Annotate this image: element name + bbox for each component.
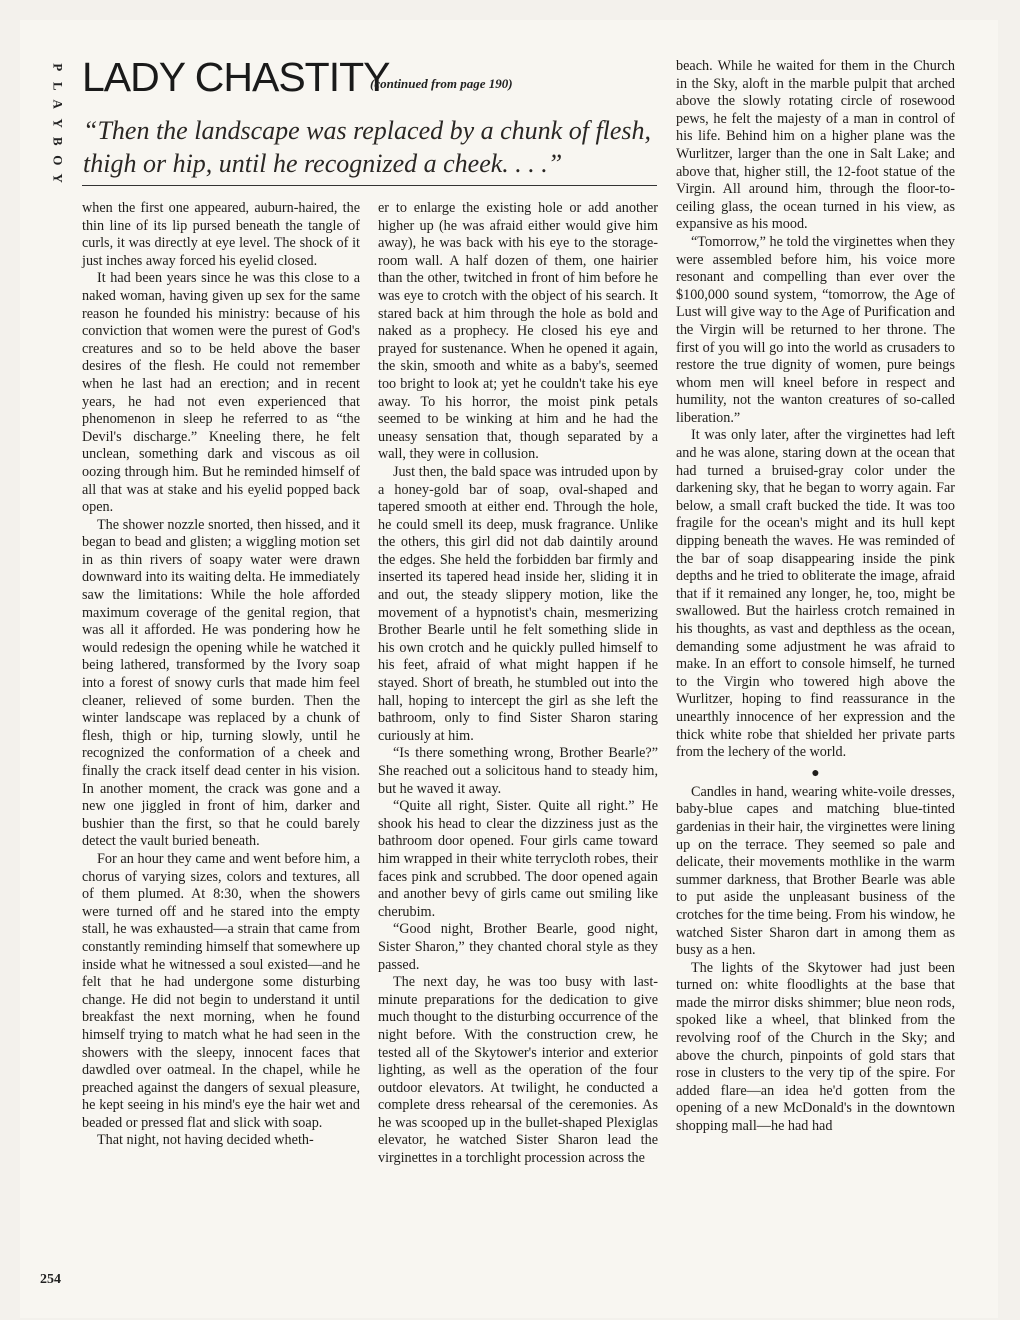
paragraph: er to enlarge the existing hole or add another higher up (he was afraid either would give him away), he was back with his eye to the storage-room wall. A half dozen of them, one hairier than the other, twitched in front of him before he was eye to crotch with the object of his search. It stared back at him through the hole as bold and naked as a prophecy. He closed his eye and prayed for sustenance. When he opened it again, the skin, smooth and white as a baby's, seemed too bright to look at; yet he couldn't take his eye away. To his horror, the moist pink petals seemed to be winking at him and he had the uneasy sensation that, though separated by a wall, they were in collusion.: [378, 200, 658, 463]
text-column-2: [378, 200, 658, 1168]
paragraph: “Good night, Brother Bearle, good night, Sister Sharon,” they chanted choral style as they passed.: [378, 921, 658, 973]
paragraph: Candles in hand, wearing white-voile dresses, baby-blue capes and matching blue-tinted gardenias in their hair, the virginettes were lining up on the terrace. They seemed so pale and delicate, their movements mothlike in the warm summer darkness, that Brother Bearle was able to put aside the unpleasant business of the crotches for the time being. From his window, he watched Sister Sharon dart in among them as busy as a hen.: [676, 783, 955, 959]
paragraph: The next day, he was too busy with last-minute preparations for the dedication to give much thought to the disturbing occurrence of the night before. With the construction crew, he tested all of the Skytower's interior and exterior lighting, as well as the operation of the four outdoor elevators. At twilight, he conducted a complete dress rehearsal of the ceremonies. As he was scooped up in the bullet-shaped Plexiglas elevator, he watched Sister Sharon lead the virginettes in a torchlight procession across the: [378, 974, 658, 1167]
magazine-page: [20, 20, 998, 1318]
paragraph: It was only later, after the virginettes had left and he was alone, staring down at the ocean that had turned a bruised-gray color under the darkening sky, that he began to worry again. Far below, a small craft bucked the tide. It was too fragile for the ocean's might and its hull kept dipping beneath the waves. He was reminded of the bar of soap disappearing inside the pink depths and he tried to obliterate the image, afraid that if it remained any longer, he, too, might be swallowed. But the hairless crotch remained in his thoughts, as vast and depthless as the ocean, demanding some adjustment he was afraid to make. In an effort to console himself, he turned to the Virgin who towered high above the Wurlitzer, hoping to find reassurance in the unearthly innocence of her expression and the thick white robe that shielded her private parts from the lechery of the world.: [676, 427, 955, 761]
magazine-letter: P: [50, 63, 66, 72]
paragraph: “Is there something wrong, Brother Bearle?” She reached out a solicitous hand to steady him, but he waved it away.: [378, 745, 658, 797]
magazine-letter: Y: [50, 118, 66, 128]
paragraph: For an hour they came and went before him, a chorus of varying sizes, colors and textures, all of them plumed. At 8:30, when the showers were turned off and he stared into the empty stall, he was exhausted—a strain that came from constantly reminding himself that somewhere up inside what he witnessed a soul existed—and he felt that he had undergone some disturbing change. He did not begin to understand it until breakfast the next morning, when he found himself trying to match what he had seen in the showers with the sleepy, innocent faces that dawdled over oatmeal. In the chapel, while he preached against the dangers of sexual pleasure, he kept seeing in his mind's eye the hair wet and beaded or pressed flat and slick with soap.: [82, 850, 360, 1131]
paragraph: when the first one appeared, auburn-haired, the thin line of its lip pursed beneath the tangle of curls, it was directly at eye level. The shock of it just inches away forced his eyelid closed.: [82, 200, 360, 269]
paragraph: That night, not having decided wheth-: [97, 1132, 314, 1149]
magazine-letter: O: [50, 154, 66, 165]
paragraph: The lights of the Skytower had just been turned on: white floodlights at the base that made the mirror disks shimmer; blue neon rods, spoked like a wheel, that blinked from the revolving roof of the Church in the Sky; and above the church, pinpoints of gold stars that rose in clusters to the very tip of the spire. For added flare—an idea he'd gotten from the opening of a new McDonald's in the downtown shopping mall—he had had: [676, 959, 955, 1135]
article-title: LADY CHASTITY: [82, 54, 390, 100]
magazine-letter: L: [50, 81, 66, 91]
section-break-bullet: ●: [811, 765, 820, 781]
magazine-name-vertical: [45, 58, 69, 188]
text-column-3: [676, 58, 955, 1136]
paragraph: “Tomorrow,” he told the virginettes when they were assembled before him, his voice more resonant and compelling than ever over the $100,000 sound system, “tomorrow, the Age of Lust will give way to the Age of Purification and the Virgin will be returned to her throne. The first of you will go into the world as crusaders to restore the true dignity of women, pure beings whom men will kneel before in respect and humility, not the wanton creatures of so-called liberation.”: [676, 233, 955, 426]
paragraph: The shower nozzle snorted, then hissed, and it began to bead and glisten; a wiggling motion set in as thin rivers of soapy water were drawn downward into its waiting delta. He immediately saw the limitations: While the hole afforded maximum coverage of the genital region, that was all it afforded. He was pondering how he would redesign the opening while he watched it being lathered, transformed by the Ivory soap into a forest of snowy curls that made him feel cleaner, relieved of some burden. Then the winter landscape was replaced by a chunk of flesh, thigh or hip, turning slowly, until he recognized the conformation of a cheek and finally the crack itself dead center in his vision. In another moment, the crack was gone and a new one jiggled in front of him, darker and bushier than the first, so that he could barely detect the vault buried beneath.: [82, 516, 360, 850]
continued-note: (continued from page 190): [370, 76, 513, 91]
magazine-letter: A: [50, 99, 66, 109]
page-number: 254: [40, 1272, 61, 1287]
divider-rule: [82, 185, 657, 186]
paragraph: beach. While he waited for them in the Church in the Sky, aloft in the marble pulpit that arched above the slowly rotating circle of rosewood pews, he felt the majesty of a man in control of his life. Behind him on a higher plane was the Wurlitzer, larger than the one in Salt Lake; and above that, higher still, the 12-foot statue of the Virgin. All around him, through the floor-to-ceiling glass, the ocean turned in his view, as expansive as his mood.: [676, 58, 955, 233]
magazine-letter: Y: [50, 173, 66, 183]
text-column-1: [82, 200, 360, 1150]
pull-quote: “Then the landscape was replaced by a chunk of flesh, thigh or hip, until he recognized a cheek. . . .”: [83, 116, 652, 178]
paragraph: It had been years since he was this close to a naked woman, having given up sex for the same reason he founded his ministry: because of his conviction that women were the purest of God's creatures and so to be held above the baser desires of the flesh. He could not remember when he last had an erection; and in recent years, he had not even experienced that phenomenon in sleep he referred to as “the Devil's discharge.” Kneeling there, he felt unclean, something dark and viscous as oil oozing through him. But he reminded himself of all that was at stake and his eyelid popped back open.: [82, 270, 360, 516]
magazine-letter: B: [50, 136, 66, 146]
paragraph: Just then, the bald space was intruded upon by a honey-gold bar of soap, oval-shaped and tapered smooth at either end. Through the hole, he could smell its deep, musk fragrance. Unlike the others, this girl did not dab daintily around the edges. She held the forbidden bar firmly and inserted its tapered head inside her, sliding it in and out, the steady slippery motion, like the movement of a hypnotist's chain, mesmerizing Brother Bearle until he felt something slide in his own crotch and he quickly pulled himself to his feet, afraid of what might happen if he stayed. Short of breath, he stumbled out into the hall, hoping to intercept the girl as she left the bathroom, only to find Sister Sharon staring curiously at him.: [378, 463, 658, 744]
paragraph: “Quite all right, Sister. Quite all right.” He shook his head to clear the dizziness just as the bathroom door opened. Four girls came toward him wrapped in their white terrycloth robes, their faces pink and scrubbed. The door opened again and another bevy of girls came out smiling like cherubim.: [378, 798, 658, 920]
